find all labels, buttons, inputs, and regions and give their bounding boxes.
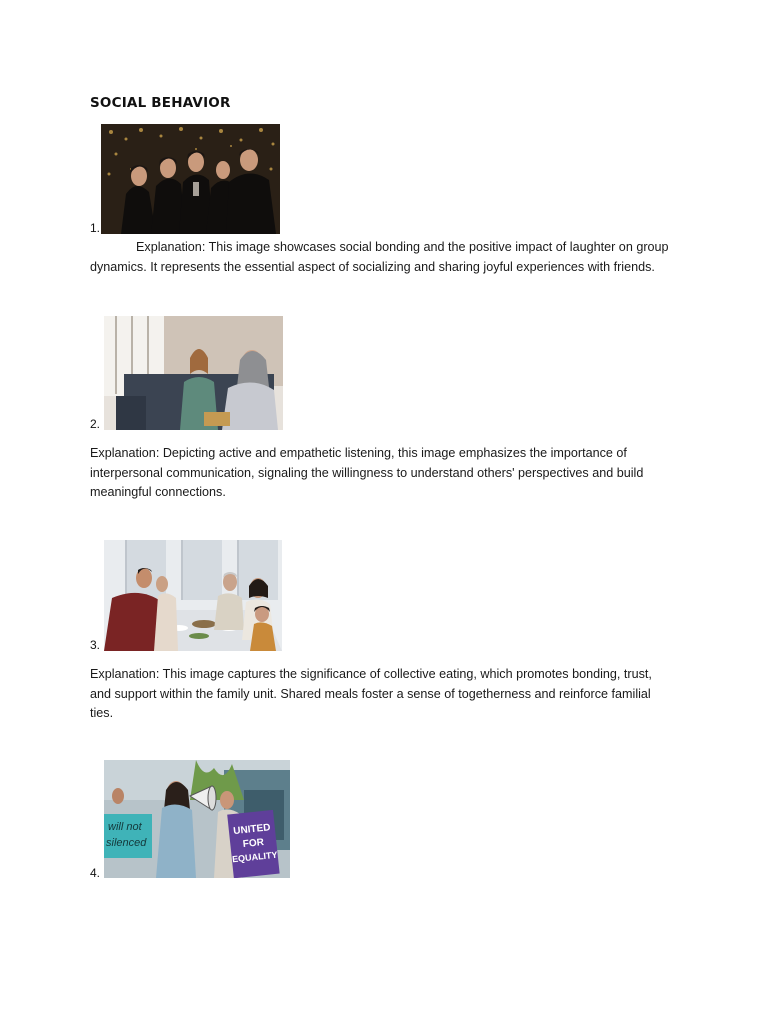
protest-sign-text-3: EQUALITY: [231, 849, 278, 865]
page-title: SOCIAL BEHAVIOR: [90, 95, 231, 111]
family-meal-photo: [104, 540, 282, 651]
explanation-3: Explanation: This image captures the significance of collective eating, which promotes bonding, trust, and support within the family unit. Shared meals foster a sense of togetherness and reinforce familial ties.: [90, 667, 652, 720]
explanation-1: Explanation: This image showcases social bonding and the positive impact of laughter on group dynamics. It represents the essential aspect of socializing and sharing joyful experiences with friends.: [90, 240, 669, 274]
protest-banner-text-2: silenced: [106, 837, 147, 849]
party-friends-photo: [101, 124, 280, 234]
item-number-3: 3.: [90, 638, 101, 652]
protest-sign-text-2: FOR: [242, 837, 265, 851]
equality-protest-photo: [104, 760, 290, 878]
item-number-2: 2.: [90, 417, 101, 431]
explanation-2: Explanation: Depicting active and empathetic listening, this image emphasizes the importance of interpersonal communication, signaling the willingness to understand others' perspectives and build meaningful connections.: [90, 446, 644, 499]
protest-sign-text-1: UNITED: [232, 822, 271, 838]
protest-banner-text-1: will not: [108, 821, 142, 833]
listening-conversation-photo: [104, 316, 283, 430]
item-number-1: 1.: [90, 221, 101, 235]
item-number-4: 4.: [90, 866, 101, 880]
